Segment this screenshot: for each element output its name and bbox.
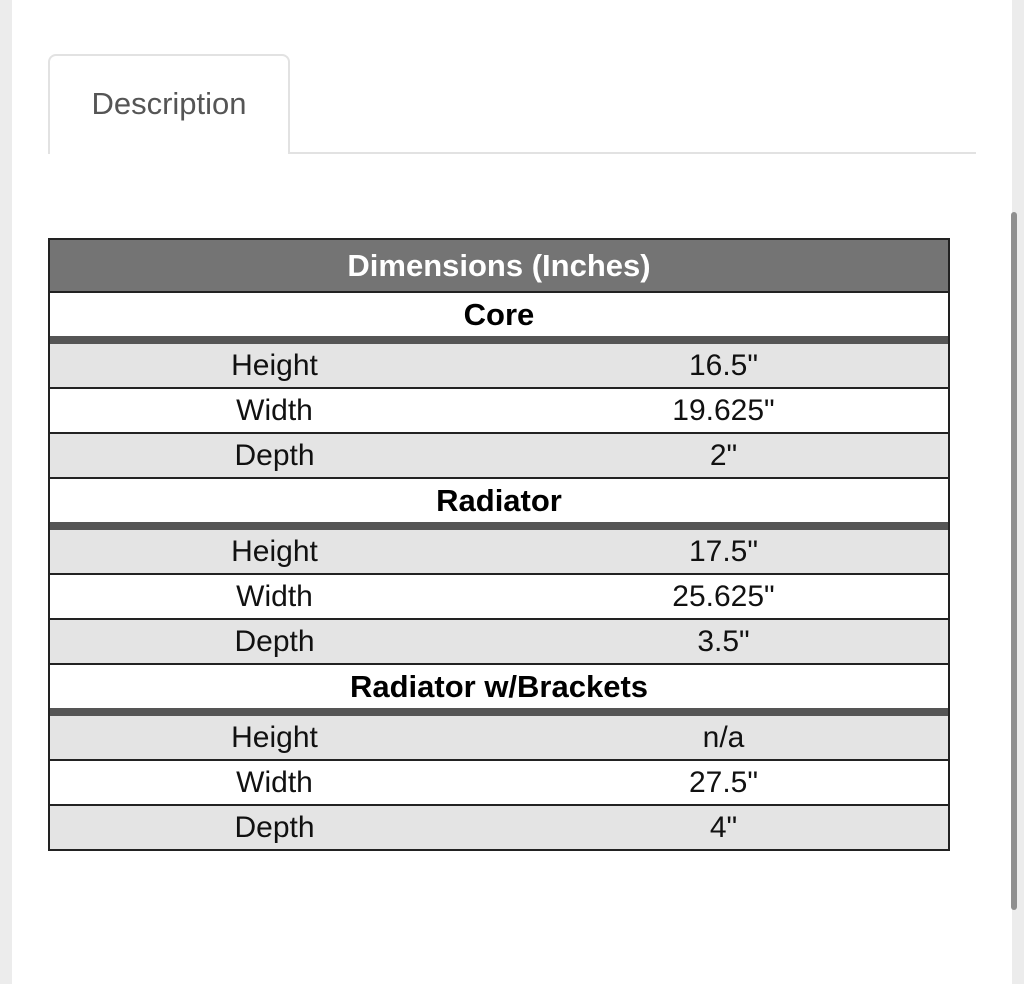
tab-description[interactable] bbox=[48, 54, 290, 154]
table-title: Dimensions (Inches) bbox=[50, 240, 948, 293]
section-heading-core: Core bbox=[50, 293, 948, 344]
table-row bbox=[50, 575, 948, 620]
row-value: 17.5" bbox=[688, 534, 759, 568]
row-value: 3.5" bbox=[697, 624, 750, 658]
row-label: Width bbox=[236, 579, 313, 613]
row-value: 27.5" bbox=[688, 765, 759, 799]
row-label: Depth bbox=[234, 624, 315, 658]
page-left-gutter bbox=[0, 0, 12, 984]
row-value: n/a bbox=[702, 720, 745, 754]
table-row bbox=[50, 434, 948, 479]
table-row bbox=[50, 344, 948, 389]
row-label: Height bbox=[231, 348, 318, 382]
row-value: 16.5" bbox=[688, 348, 759, 382]
row-value: 19.625" bbox=[672, 393, 775, 427]
table-row bbox=[50, 761, 948, 806]
row-label: Height bbox=[231, 720, 318, 754]
dimensions-table bbox=[48, 238, 950, 851]
table-row bbox=[50, 389, 948, 434]
row-label: Height bbox=[231, 534, 318, 568]
table-row bbox=[50, 806, 948, 849]
table-row bbox=[50, 716, 948, 761]
section-heading-radiator: Radiator bbox=[50, 479, 948, 530]
row-label: Width bbox=[236, 765, 313, 799]
row-value: 25.625" bbox=[672, 579, 775, 613]
tab-description-label: Description bbox=[91, 86, 247, 121]
row-label: Width bbox=[236, 393, 313, 427]
table-row bbox=[50, 620, 948, 665]
row-value: 2" bbox=[709, 438, 738, 472]
row-value: 4" bbox=[709, 810, 738, 844]
table-row bbox=[50, 530, 948, 575]
row-label: Depth bbox=[234, 810, 315, 844]
vertical-scrollbar[interactable] bbox=[1011, 212, 1017, 910]
section-heading-radiator-brackets: Radiator w/Brackets bbox=[50, 665, 948, 716]
row-label: Depth bbox=[234, 438, 315, 472]
